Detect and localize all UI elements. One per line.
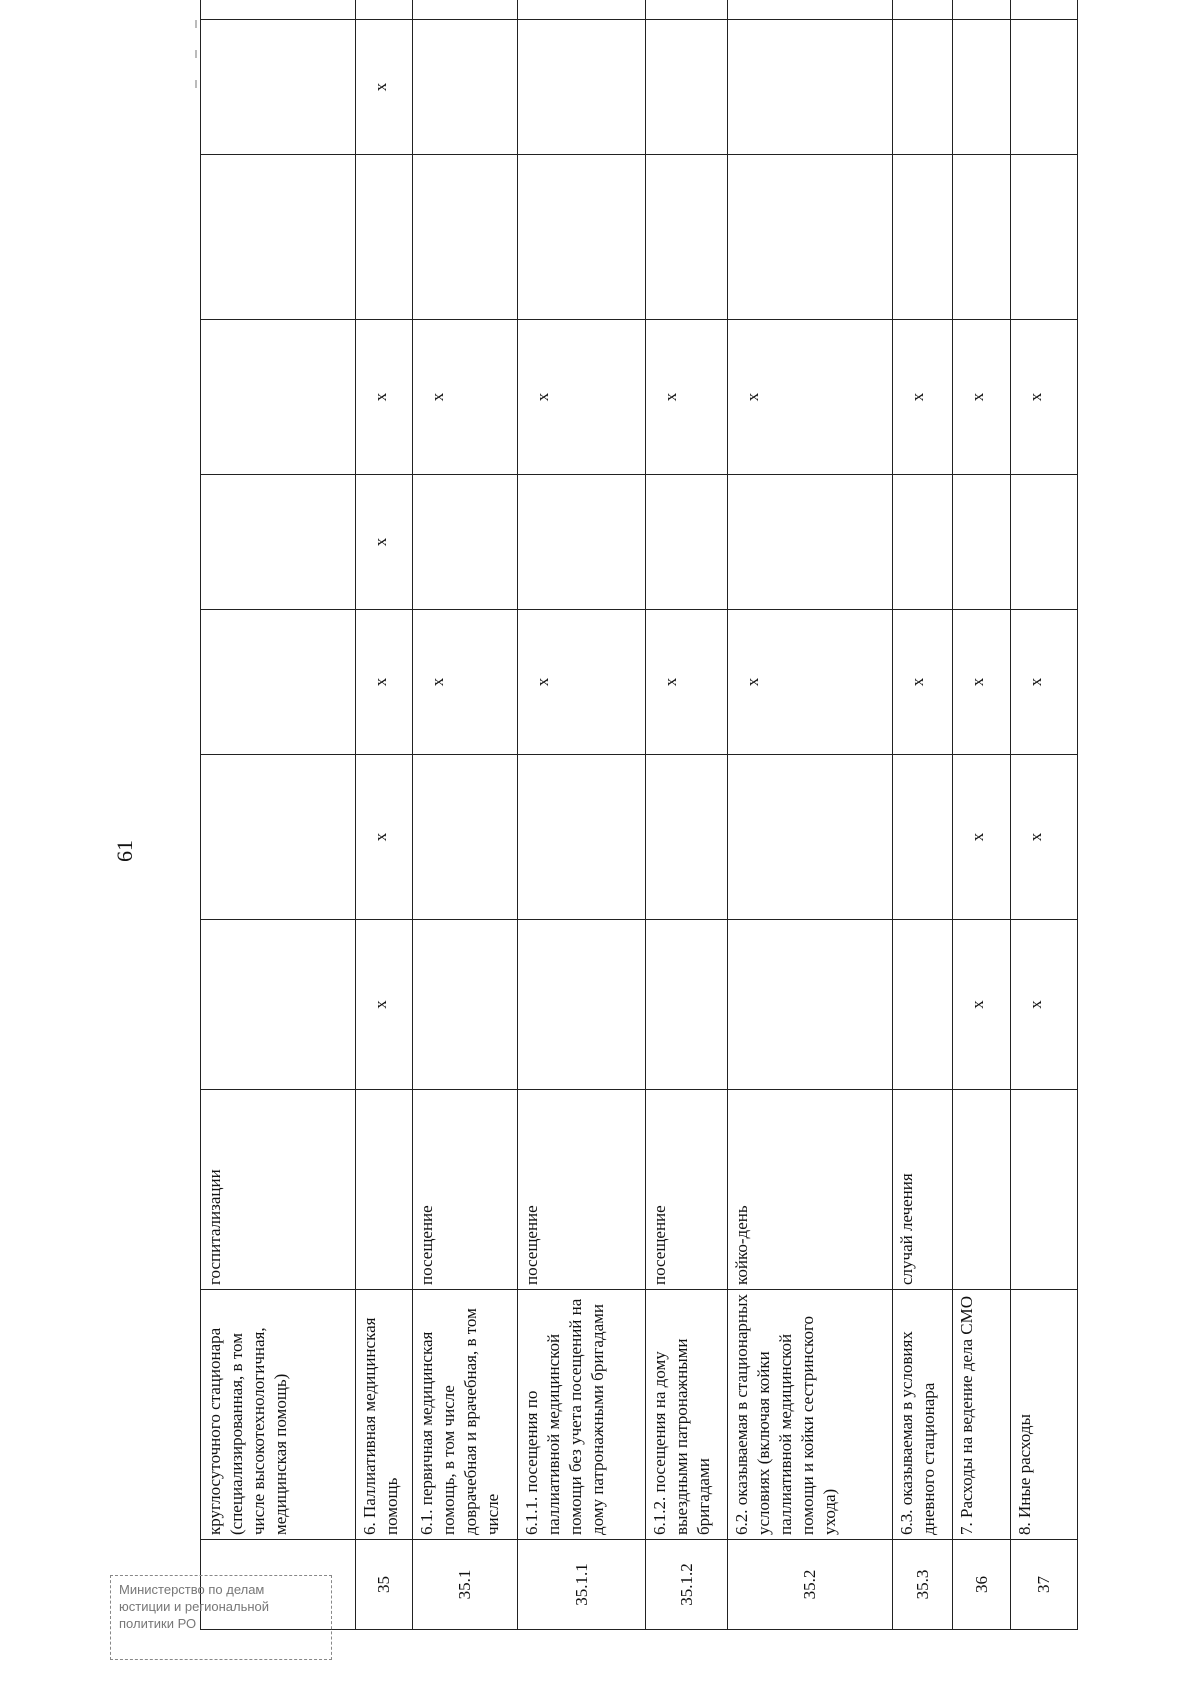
cell <box>893 920 953 1090</box>
cell <box>1011 155 1078 320</box>
stamp-line: Министерство по делам <box>119 1582 265 1597</box>
cell <box>953 0 1011 20</box>
row-unit <box>953 1090 1011 1290</box>
cell <box>646 155 728 320</box>
rotated-table-container <box>200 82 1077 1630</box>
row-name: 6.1.1. посещения по паллиативной медицинской помощи без учета посещений на дому патронажными бригадами <box>518 1290 646 1540</box>
cell: х <box>646 320 728 475</box>
cell: х <box>728 320 893 475</box>
table-row <box>1011 0 1078 1630</box>
cell <box>201 755 356 920</box>
row-name: 8. Иные расходы <box>1011 1290 1078 1540</box>
cell: х <box>356 320 413 475</box>
cell <box>893 20 953 155</box>
row-unit: койко-день <box>728 1090 893 1290</box>
cell <box>356 0 413 20</box>
cell: х <box>356 475 413 610</box>
cell <box>413 475 518 610</box>
cell <box>201 0 356 20</box>
row-number: 35.3 <box>893 1540 953 1630</box>
row-unit <box>1011 1090 1078 1290</box>
cell: х <box>893 320 953 475</box>
cell <box>893 475 953 610</box>
cell <box>201 920 356 1090</box>
cell: х <box>1011 610 1078 755</box>
row-name: 6.1.2. посещения на дому выездными патронажными бригадами <box>646 1290 728 1540</box>
row-name: 6.2. оказываемая в стационарных условиях (включая койки паллиативной медицинской помощи и койки сестринского ухода) <box>728 1290 893 1540</box>
row-unit: случай лечения <box>893 1090 953 1290</box>
table-row <box>413 0 518 1630</box>
cell <box>518 0 646 20</box>
row-name: 6. Паллиативная медицинская помощь <box>356 1290 413 1540</box>
cell <box>1011 0 1078 20</box>
cell: х <box>953 320 1011 475</box>
cell <box>201 320 356 475</box>
cell: х <box>953 755 1011 920</box>
cell <box>893 755 953 920</box>
row-unit: посещение <box>518 1090 646 1290</box>
data-table <box>200 0 1078 1630</box>
row-unit: госпитализации <box>201 1090 356 1290</box>
cell <box>1011 20 1078 155</box>
row-number: 35.2 <box>728 1540 893 1630</box>
cell <box>646 20 728 155</box>
row-name: 7. Расходы на ведение дела СМО <box>953 1290 1011 1540</box>
row-unit <box>356 1090 413 1290</box>
table-row <box>518 0 646 1630</box>
cell: х <box>953 610 1011 755</box>
margin-mark <box>195 50 197 58</box>
cell <box>893 155 953 320</box>
margin-mark <box>195 80 197 88</box>
cell: х <box>1011 755 1078 920</box>
ministry-stamp <box>110 1575 332 1660</box>
cell <box>646 920 728 1090</box>
cell <box>518 920 646 1090</box>
cell <box>201 475 356 610</box>
cell: х <box>646 610 728 755</box>
row-name: 6.3. оказываемая в условиях дневного стационара <box>893 1290 953 1540</box>
cell: х <box>356 755 413 920</box>
page-number: 61 <box>112 840 137 862</box>
cell <box>356 155 413 320</box>
table-row <box>953 0 1011 1630</box>
cell <box>518 475 646 610</box>
row-number: 35.1.2 <box>646 1540 728 1630</box>
cell <box>518 155 646 320</box>
cell: х <box>356 920 413 1090</box>
cell: х <box>953 920 1011 1090</box>
row-number: 35.1.1 <box>518 1540 646 1630</box>
cell <box>413 920 518 1090</box>
cell <box>728 155 893 320</box>
row-name: круглосуточного стационара (специализированная, в том числе высокотехнологичная, медицинская помощь) <box>201 1290 356 1540</box>
cell <box>728 475 893 610</box>
table-row <box>356 0 413 1630</box>
table-row <box>893 0 953 1630</box>
row-number: 35 <box>356 1540 413 1630</box>
row-name: 6.1. первичная медицинская помощь, в том числе доврачебная и врачебная, в том числе <box>413 1290 518 1540</box>
cell <box>728 920 893 1090</box>
cell <box>646 0 728 20</box>
cell <box>646 475 728 610</box>
row-number: 35.1 <box>413 1540 518 1630</box>
cell: х <box>518 610 646 755</box>
cell: х <box>518 320 646 475</box>
cell <box>201 610 356 755</box>
stamp-line: юстиции и региональной <box>119 1599 270 1614</box>
table-row <box>646 0 728 1630</box>
row-unit: посещение <box>413 1090 518 1290</box>
cell: х <box>356 20 413 155</box>
cell <box>413 0 518 20</box>
cell <box>201 20 356 155</box>
cell <box>893 0 953 20</box>
cell <box>1011 475 1078 610</box>
cell: х <box>413 320 518 475</box>
cell <box>953 155 1011 320</box>
row-number: 37 <box>1011 1540 1078 1630</box>
cell <box>728 0 893 20</box>
row-unit: посещение <box>646 1090 728 1290</box>
cell <box>728 20 893 155</box>
cell <box>518 755 646 920</box>
table-row <box>728 0 893 1630</box>
stamp-line: политики РО <box>119 1616 197 1631</box>
cell <box>646 755 728 920</box>
cell <box>413 755 518 920</box>
cell: х <box>1011 320 1078 475</box>
table-row <box>201 0 356 1630</box>
row-number: 36 <box>953 1540 1011 1630</box>
cell <box>953 20 1011 155</box>
cell <box>201 155 356 320</box>
cell: х <box>356 610 413 755</box>
cell: х <box>728 610 893 755</box>
cell <box>518 20 646 155</box>
cell <box>413 20 518 155</box>
cell: х <box>413 610 518 755</box>
cell: х <box>1011 920 1078 1090</box>
margin-mark <box>195 20 197 28</box>
cell <box>413 155 518 320</box>
cell <box>953 475 1011 610</box>
cell: х <box>893 610 953 755</box>
cell <box>728 755 893 920</box>
